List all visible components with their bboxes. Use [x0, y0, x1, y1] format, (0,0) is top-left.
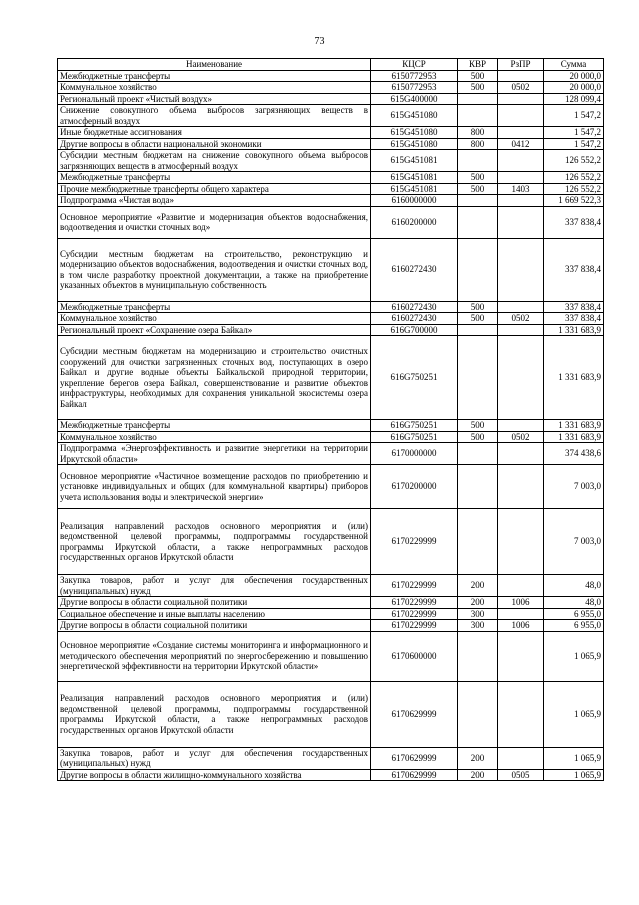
row-sum-cell: 1 065,9: [544, 681, 604, 747]
row-sum-cell: 1 331 683,9: [544, 431, 604, 443]
row-kvr-cell: 500: [458, 420, 498, 432]
row-sum-cell: 1 065,9: [544, 769, 604, 781]
table-row: [58, 443, 604, 465]
row-sum-cell: 48,0: [544, 597, 604, 609]
row-sum-cell: 7 003,0: [544, 509, 604, 575]
row-kvr-cell: [458, 105, 498, 127]
row-sum-cell: 1 065,9: [544, 747, 604, 769]
row-sum-cell: 337 838,4: [544, 238, 604, 301]
row-sum-cell: 337 838,4: [544, 313, 604, 325]
row-kvr-cell: [458, 336, 498, 420]
row-kvr-cell: [458, 206, 498, 238]
row-kcsr-cell: 615G451081: [371, 172, 458, 184]
row-name-cell: Снижение совокупного объема выбросов загрязняющих веществ в атмосферный воздух: [58, 105, 371, 127]
row-kvr-cell: 500: [458, 301, 498, 313]
row-kcsr-cell: 6170629999: [371, 769, 458, 781]
row-sum-cell: 7 003,0: [544, 465, 604, 509]
row-kvr-cell: 500: [458, 70, 498, 82]
row-kvr-cell: 800: [458, 127, 498, 139]
row-sum-cell: 1 547,2: [544, 105, 604, 127]
row-name-cell: Реализация направлений расходов основного мероприятия и (или) ведомственной целевой программы, подпрограммы государственной программы Иркутской области, а также непрограммных расходов государственных органов Иркутской области: [58, 681, 371, 747]
row-sum-cell: 1 331 683,9: [544, 336, 604, 420]
row-kvr-cell: 500: [458, 82, 498, 94]
row-rzpr-cell: [498, 150, 544, 172]
row-kcsr-cell: 6170229999: [371, 608, 458, 620]
row-kvr-cell: [458, 509, 498, 575]
row-kcsr-cell: 615G451080: [371, 105, 458, 127]
row-name-cell: Реализация направлений расходов основного мероприятия и (или) ведомственной целевой программы, подпрограммы государственной программы Иркутской области, а также непрограммных расходов государственных органов Иркутской области: [58, 509, 371, 575]
row-kvr-cell: [458, 443, 498, 465]
row-rzpr-cell: 0502: [498, 313, 544, 325]
row-kvr-cell: 200: [458, 769, 498, 781]
row-kcsr-cell: 616G700000: [371, 324, 458, 336]
table-row: [58, 465, 604, 509]
row-kvr-cell: 500: [458, 172, 498, 184]
row-kcsr-cell: 6160200000: [371, 206, 458, 238]
row-name-cell: Межбюджетные трансферты: [58, 172, 371, 184]
row-kvr-cell: 200: [458, 575, 498, 597]
row-kcsr-cell: 616G750251: [371, 336, 458, 420]
row-name-cell: Другие вопросы в области жилищно-коммунального хозяйства: [58, 769, 371, 781]
row-sum-cell: 126 552,2: [544, 172, 604, 184]
row-name-cell: Закупка товаров, работ и услуг для обеспечения государственных (муниципальных) нужд: [58, 747, 371, 769]
row-kcsr-cell: 6170629999: [371, 681, 458, 747]
row-sum-cell: 374 438,6: [544, 443, 604, 465]
row-kcsr-cell: 6170200000: [371, 465, 458, 509]
row-rzpr-cell: [498, 324, 544, 336]
row-sum-cell: 20 000,0: [544, 82, 604, 94]
row-kvr-cell: [458, 324, 498, 336]
row-kcsr-cell: 6160272430: [371, 238, 458, 301]
row-kcsr-cell: 615G451080: [371, 127, 458, 139]
row-kcsr-cell: 6170229999: [371, 597, 458, 609]
row-kvr-cell: [458, 93, 498, 105]
row-kvr-cell: 300: [458, 620, 498, 632]
row-name-cell: Коммунальное хозяйство: [58, 82, 371, 94]
row-rzpr-cell: [498, 608, 544, 620]
row-name-cell: Другие вопросы в области социальной политики: [58, 620, 371, 632]
table-row: [58, 313, 604, 325]
row-rzpr-cell: [498, 301, 544, 313]
column-header-name: Наименование: [58, 59, 371, 71]
row-kcsr-cell: 6170229999: [371, 620, 458, 632]
table-row: [58, 420, 604, 432]
table-header-row: [58, 59, 604, 71]
row-rzpr-cell: [498, 336, 544, 420]
table-row: [58, 620, 604, 632]
table-row: [58, 172, 604, 184]
table-row: [58, 150, 604, 172]
row-rzpr-cell: 0502: [498, 431, 544, 443]
row-name-cell: Субсидии местным бюджетам на снижение совокупного объема выбросов загрязняющих веществ в атмосферный воздух: [58, 150, 371, 172]
row-sum-cell: 1 331 683,9: [544, 324, 604, 336]
row-sum-cell: 6 955,0: [544, 608, 604, 620]
table-row: [58, 431, 604, 443]
row-sum-cell: 337 838,4: [544, 206, 604, 238]
row-rzpr-cell: 0412: [498, 138, 544, 150]
row-rzpr-cell: [498, 631, 544, 681]
row-rzpr-cell: 0505: [498, 769, 544, 781]
row-rzpr-cell: [498, 70, 544, 82]
row-rzpr-cell: 1006: [498, 620, 544, 632]
row-name-cell: Подпрограмма «Чистая вода»: [58, 195, 371, 207]
row-rzpr-cell: [498, 127, 544, 139]
row-name-cell: Межбюджетные трансферты: [58, 70, 371, 82]
row-name-cell: Основное мероприятие «Создание системы мониторинга и информационного и методического обеспечения мероприятий по энергосбережению и повышению энергетической эффективности на территории Иркутской области»: [58, 631, 371, 681]
row-name-cell: Коммунальное хозяйство: [58, 313, 371, 325]
table-row: [58, 336, 604, 420]
row-rzpr-cell: [498, 420, 544, 432]
row-kcsr-cell: 615G451081: [371, 150, 458, 172]
row-kcsr-cell: 616G750251: [371, 420, 458, 432]
row-kvr-cell: [458, 238, 498, 301]
row-name-cell: Другие вопросы в области национальной экономики: [58, 138, 371, 150]
row-rzpr-cell: [498, 509, 544, 575]
row-rzpr-cell: [498, 238, 544, 301]
row-name-cell: Иные бюджетные ассигнования: [58, 127, 371, 139]
row-rzpr-cell: 1006: [498, 597, 544, 609]
row-kcsr-cell: 6170600000: [371, 631, 458, 681]
row-kcsr-cell: 6170000000: [371, 443, 458, 465]
row-sum-cell: 1 331 683,9: [544, 420, 604, 432]
row-rzpr-cell: [498, 105, 544, 127]
row-kcsr-cell: 6150772953: [371, 70, 458, 82]
table-row: [58, 769, 604, 781]
table-row: [58, 238, 604, 301]
row-sum-cell: 6 955,0: [544, 620, 604, 632]
row-kcsr-cell: 6160000000: [371, 195, 458, 207]
row-name-cell: Межбюджетные трансферты: [58, 301, 371, 313]
table-row: [58, 301, 604, 313]
row-sum-cell: 126 552,2: [544, 183, 604, 195]
row-sum-cell: 1 065,9: [544, 631, 604, 681]
row-kcsr-cell: 616G750251: [371, 431, 458, 443]
row-rzpr-cell: [498, 206, 544, 238]
table-row: [58, 70, 604, 82]
row-kvr-cell: [458, 465, 498, 509]
row-kcsr-cell: 6170229999: [371, 575, 458, 597]
column-header-rzpr: РзПР: [498, 59, 544, 71]
row-sum-cell: 128 099,4: [544, 93, 604, 105]
column-header-kcsr: КЦСР: [371, 59, 458, 71]
row-kcsr-cell: 6160272430: [371, 301, 458, 313]
row-rzpr-cell: 0502: [498, 82, 544, 94]
row-sum-cell: 1 547,2: [544, 127, 604, 139]
row-kvr-cell: [458, 681, 498, 747]
table-row: [58, 324, 604, 336]
table-row: [58, 608, 604, 620]
row-name-cell: Субсидии местным бюджетам на модернизацию и строительство очистных сооружений для очистки загрязненных сточных вод, поступающих в озеро Байкал и другие водные объекты Байкальской природной территории, укрепление берегов озера Байкал, совершенствование и развитие объектов инфраструктуры, необходимых для сохранения уникальной экосистемы озера Байкал: [58, 336, 371, 420]
table-row: [58, 206, 604, 238]
row-kvr-cell: 500: [458, 313, 498, 325]
column-header-sum: Сумма: [544, 59, 604, 71]
row-kvr-cell: 500: [458, 183, 498, 195]
row-kcsr-cell: 615G451081: [371, 183, 458, 195]
table-row: [58, 183, 604, 195]
row-kvr-cell: 800: [458, 138, 498, 150]
row-kvr-cell: [458, 631, 498, 681]
row-sum-cell: 1 669 522,3: [544, 195, 604, 207]
row-sum-cell: 20 000,0: [544, 70, 604, 82]
row-name-cell: Закупка товаров, работ и услуг для обеспечения государственных (муниципальных) нужд: [58, 575, 371, 597]
row-kcsr-cell: 6170629999: [371, 747, 458, 769]
row-kvr-cell: 200: [458, 747, 498, 769]
row-sum-cell: 48,0: [544, 575, 604, 597]
row-rzpr-cell: [498, 172, 544, 184]
budget-table: [57, 58, 604, 781]
row-rzpr-cell: [498, 443, 544, 465]
table-row: [58, 681, 604, 747]
row-rzpr-cell: [498, 681, 544, 747]
row-name-cell: Коммунальное хозяйство: [58, 431, 371, 443]
row-kvr-cell: 200: [458, 597, 498, 609]
table-row: [58, 509, 604, 575]
row-sum-cell: 126 552,2: [544, 150, 604, 172]
row-name-cell: Региональный проект «Сохранение озера Байкал»: [58, 324, 371, 336]
table-row: [58, 127, 604, 139]
row-kcsr-cell: 6170229999: [371, 509, 458, 575]
row-sum-cell: 337 838,4: [544, 301, 604, 313]
row-kvr-cell: [458, 150, 498, 172]
row-name-cell: Другие вопросы в области социальной политики: [58, 597, 371, 609]
row-name-cell: Подпрограмма «Энергоэффективность и развитие энергетики на территории Иркутской области»: [58, 443, 371, 465]
row-name-cell: Основное мероприятие «Частичное возмещение расходов по приобретению и установке индивидуальных и общих (для коммунальной квартиры) приборов учета использования воды и электрической энергии»: [58, 465, 371, 509]
table-row: [58, 575, 604, 597]
table-row: [58, 105, 604, 127]
table-row: [58, 138, 604, 150]
row-kvr-cell: [458, 195, 498, 207]
table-row: [58, 631, 604, 681]
row-name-cell: Региональный проект «Чистый воздух»: [58, 93, 371, 105]
row-name-cell: Межбюджетные трансферты: [58, 420, 371, 432]
table-row: [58, 93, 604, 105]
row-kcsr-cell: 6150772953: [371, 82, 458, 94]
row-kvr-cell: 300: [458, 608, 498, 620]
row-rzpr-cell: [498, 465, 544, 509]
row-kvr-cell: 500: [458, 431, 498, 443]
row-kcsr-cell: 615G451080: [371, 138, 458, 150]
row-sum-cell: 1 547,2: [544, 138, 604, 150]
row-rzpr-cell: [498, 195, 544, 207]
row-rzpr-cell: [498, 93, 544, 105]
row-name-cell: Основное мероприятие «Развитие и модернизация объектов водоснабжения, водоотведения и очистки сточных вод»: [58, 206, 371, 238]
row-rzpr-cell: 1403: [498, 183, 544, 195]
row-kcsr-cell: 615G400000: [371, 93, 458, 105]
table-row: [58, 747, 604, 769]
row-rzpr-cell: [498, 575, 544, 597]
column-header-kvr: КВР: [458, 59, 498, 71]
page-number: 73: [314, 36, 325, 47]
table-row: [58, 82, 604, 94]
row-rzpr-cell: [498, 747, 544, 769]
table-row: [58, 597, 604, 609]
row-name-cell: Субсидии местным бюджетам на строительство, реконструкцию и модернизацию объектов водоснабжения, водоотведения и очистки сточных вод, в том числе разработку проектной документации, а также на приобретение указанных объектов в муниципальную собственность: [58, 238, 371, 301]
row-kcsr-cell: 6160272430: [371, 313, 458, 325]
table-row: [58, 195, 604, 207]
row-name-cell: Социальное обеспечение и иные выплаты населению: [58, 608, 371, 620]
row-name-cell: Прочие межбюджетные трансферты общего характера: [58, 183, 371, 195]
